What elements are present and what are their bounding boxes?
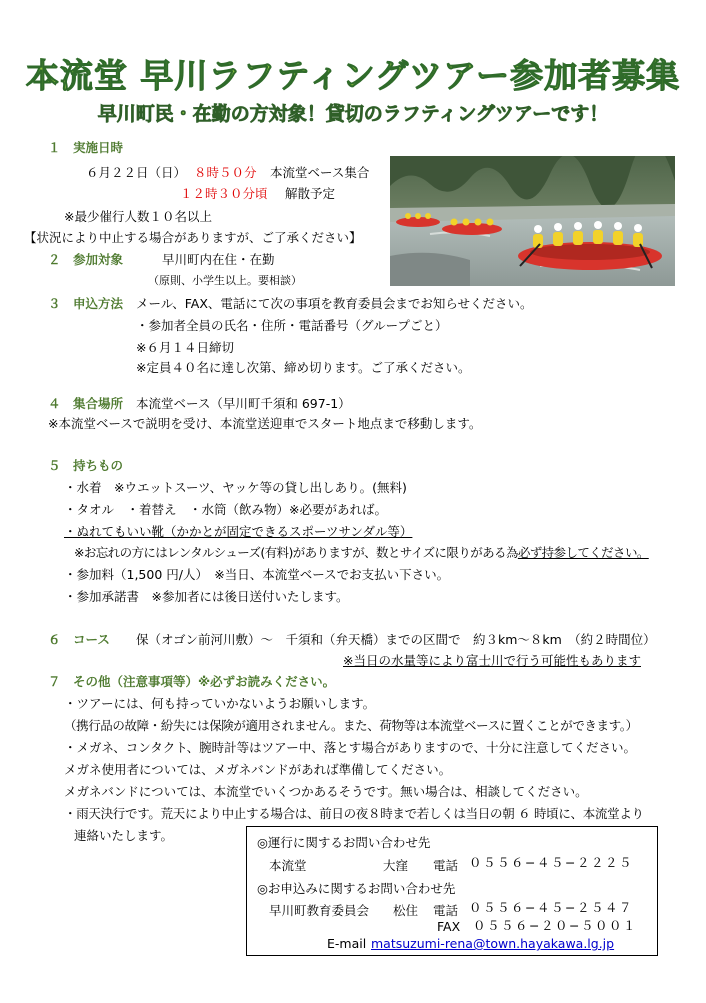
section-7-heading: ７ その他（注意事項等）※必ずお読みください。 (48, 674, 336, 689)
course-note: ※当日の水量等により富士川で行う可能性もあります (343, 653, 641, 668)
section-6-heading: ６ コース (48, 632, 110, 647)
contact-email-label: E-mail (327, 936, 367, 951)
section-2-heading: ２ 参加対象 (48, 252, 124, 267)
notice-line: ・雨天決行です。荒天により中止する場合は、前日の夜８時まで若しくは当日の朝 ６ 時頃に、本流堂より (64, 806, 644, 821)
notice-line: ・メガネ、コンタクト、腕時計等はツアー中、落とす場合がありますので、十分に注意してください。 (64, 740, 637, 755)
application-deadline: ※６月１４日締切 (136, 340, 234, 355)
target-note: （原則、小学生以上。要相談） (148, 274, 302, 287)
event-date: ６月２２日（日） (86, 165, 187, 180)
contact-tel-2: ０５５６−４５−２５４７ (469, 900, 633, 915)
shoes-note-text: ※お忘れの方にはレンタルシューズ(有料)がありますが、数とサイズに限りがある為 (74, 545, 518, 560)
page-subtitle: 早川町民・在勤の方対象！貸切のラフティングツアーです！ (97, 103, 609, 125)
notice-line: メガネバンドについては、本流堂でいくつかあるそうです。無い場合は、相談してください。 (64, 784, 588, 799)
belongings-item: ・水着 ※ウエットスーツ、ヤッケ等の貸し出しあり。(無料) (64, 480, 407, 495)
contact-email-link[interactable]: matsuzumi-rena@town.hayakawa.lg.jp (371, 936, 615, 951)
cancellation-note: 【状況により中止する場合がありますが、ご了承ください】 (24, 230, 362, 245)
belongings-item: ・タオル ・着替え ・水筒（飲み物）※必要があれば。 (64, 502, 387, 517)
capacity-note: ※定員４０名に達し次第、締め切ります。ご了承ください。 (136, 360, 471, 375)
notice-line: 連絡いたします。 (74, 828, 174, 843)
contact-heading-operation: ◎運行に関するお問い合わせ先 (257, 835, 431, 850)
application-method: メール、FAX、電話にて次の事項を教育委員会までお知らせください。 (136, 296, 533, 311)
section-1-heading: １ 実施日時 (48, 140, 124, 155)
contact-fax: ０５５６−２０−５００１ (473, 918, 637, 933)
contact-box (246, 826, 658, 956)
course-description: 保（オゴン前河川敷）～ 千須和（弁天橋）までの区間で 約３km～８km （約２時間位） (136, 632, 656, 647)
dismissal-text: 解散予定 (285, 186, 336, 201)
contact-person-2: 松住 (393, 903, 419, 918)
page-title: 本流堂 早川ラフティングツアー参加者募集 (25, 56, 681, 95)
minimum-participants: ※最少催行人数１０名以上 (64, 209, 212, 224)
section-5-heading: ５ 持ちもの (48, 458, 124, 473)
contact-fax-label: FAX (437, 919, 461, 934)
belongings-item: ・ぬれてもいい靴（かかとが固定できるスポーツサンダル等） (64, 524, 413, 539)
application-item: ・参加者全員の氏名・住所・電話番号（グループごと） (136, 318, 448, 333)
shoes-note (74, 543, 649, 561)
notice-line: （携行品の故障・紛失には保険が適用されません。また、荷物等は本流堂ベースに置くことができます。） (64, 718, 638, 733)
section-4-heading: ４ 集合場所 (48, 396, 124, 411)
contact-org-1: 本流堂 (269, 858, 307, 873)
contact-org-2: 早川町教育委員会 (269, 903, 370, 918)
start-time: ８時５０分 (194, 165, 257, 180)
contact-heading-application: ◎お申込みに関するお問い合わせ先 (257, 881, 456, 896)
meeting-text: 本流堂ベース集合 (270, 165, 370, 180)
notice-line: メガネ使用者については、メガネバンドがあれば準備してください。 (64, 762, 452, 777)
end-time: １２時３０分頃 (180, 186, 268, 201)
rafting-photo (390, 156, 675, 286)
belongings-item: ・参加承諾書 ※参加者には後日送付いたします。 (64, 589, 349, 604)
contact-tel-label-1: 電話 (433, 858, 459, 873)
contact-person-1: 大窪 (383, 858, 409, 873)
meeting-place: 本流堂ベース（早川町千須和 697-1） (136, 396, 351, 411)
rafting-photo-image (390, 156, 675, 286)
meeting-place-note: ※本流堂ベースで説明を受け、本流堂送迎車でスタート地点まで移動します。 (48, 416, 482, 431)
contact-tel-1: ０５５６−４５−２２２５ (469, 855, 633, 870)
belongings-item: ・参加料（1,500 円/人） ※当日、本流堂ベースでお支払い下さい。 (64, 567, 450, 582)
target-participants: 早川町内在住・在勤 (162, 252, 275, 267)
contact-tel-label-2: 電話 (433, 903, 459, 918)
section-3-heading: ３ 申込方法 (48, 296, 124, 311)
shoes-note-emphasis: 必ず持参してください。 (517, 545, 649, 560)
notice-line: ・ツアーには、何も持っていかないようお願いします。 (64, 696, 376, 711)
